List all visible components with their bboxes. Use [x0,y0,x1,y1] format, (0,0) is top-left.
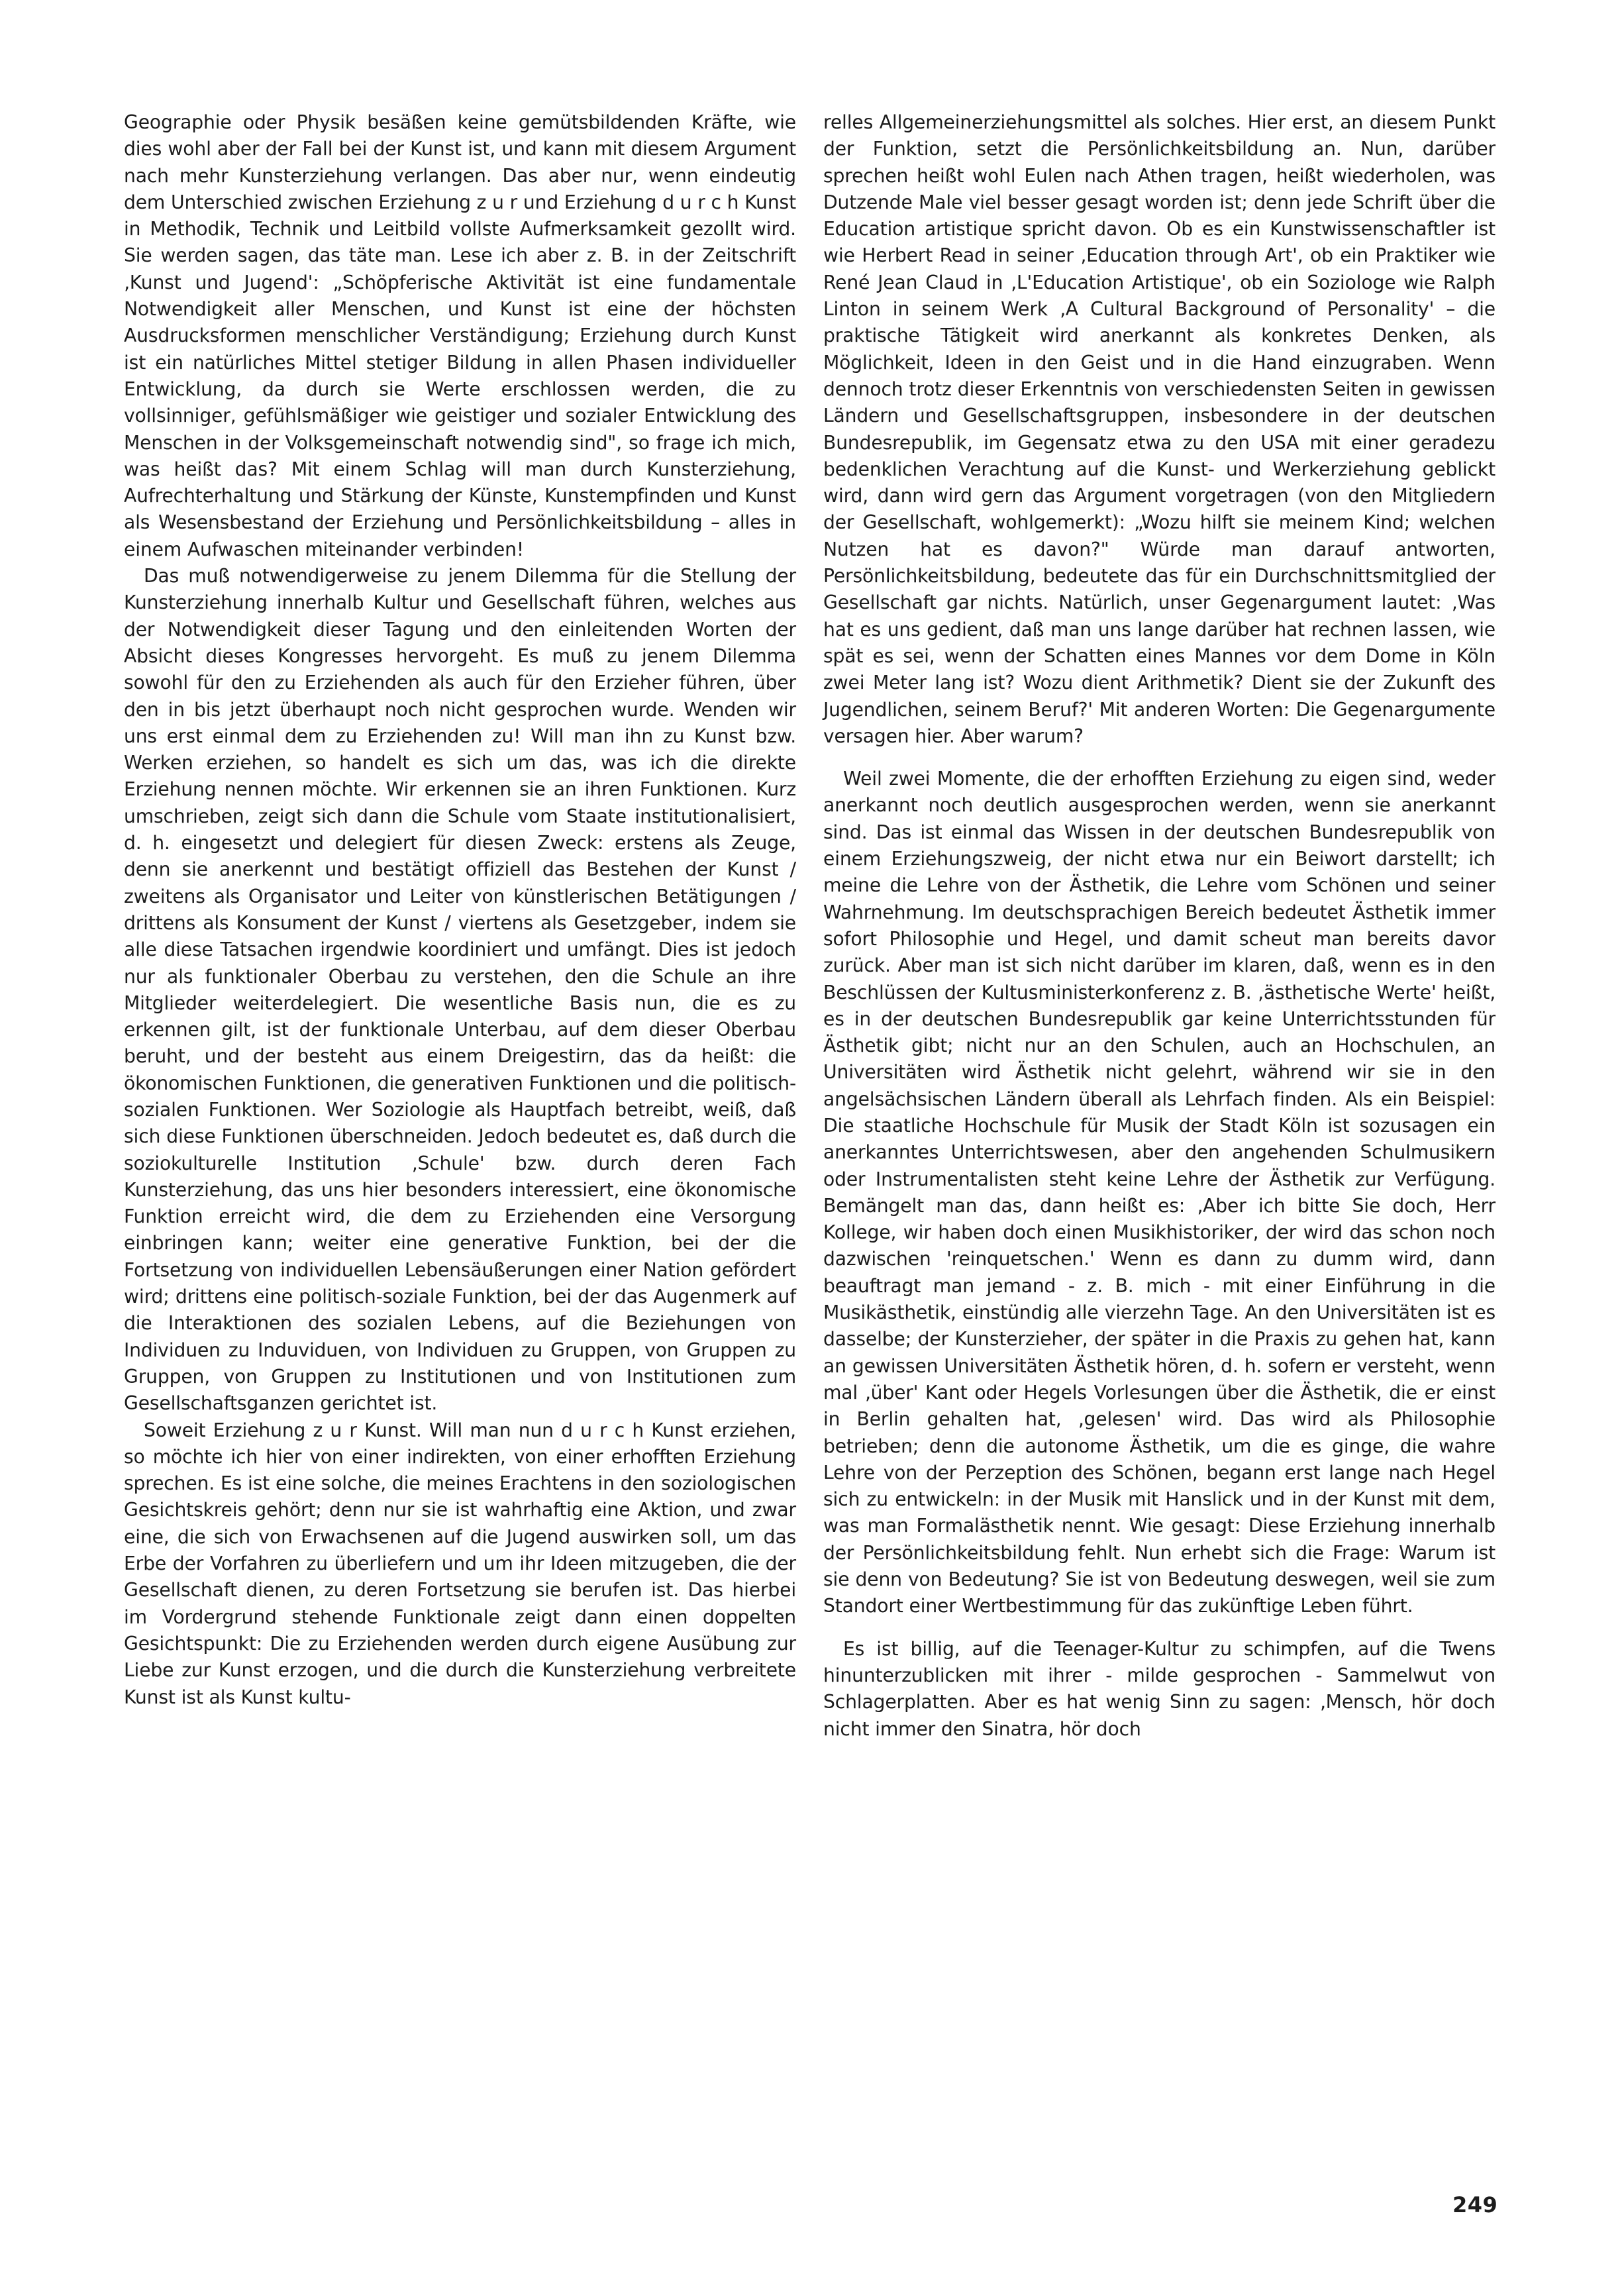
paragraph: relles Allgemeinerziehungsmittel als solches. Hier erst, an diesem Punkt der Funktion, setzt die Persönlichkeitsbildung an. Nun, darüber sprechen heißt wohl Eulen nach Athen tragen, heißt wiederholen, was Dutzende Male viel besser gesagt worden ist; denn jede Schrift über die Education artistique spricht davon. Ob es ein Kunstwissenschaftler ist wie Herbert Read in seiner ‚Education through Art', ob ein Praktiker wie René Jean Claud in ‚L'Education Artistique', ob ein Soziologe wie Ralph Linton in seinem Werk ‚A Cultural Background of Personality' – die praktische Tätigkeit wird anerkannt als konkretes Denken, als Möglichkeit, Ideen in den Geist und in die Hand einzugraben. Wenn dennoch trotz dieser Erkenntnis von verschiedensten Seiten in gewissen Ländern und Gesellschaftsgruppen, insbesondere in der deutschen Bundesrepublik, im Gegensatz etwa zu den USA mit einer geradezu bedenklichen Verachtung auf die Kunst- und Werkerziehung geblickt wird, dann wird gern das Argument vorgetragen (von den Mitgliedern der Gesellschaft, wohlgemerkt): „Wozu hilft sie meinem Kind; welchen Nutzen hat es davon?" Würde man darauf antworten, Persönlichkeitsbildung, bedeutete das für ein Durchschnittsmitglied der Gesellschaft gar nichts. Natürlich, unser Gegenargument lautet: ‚Was hat es uns gedient, daß man uns lange darüber hat rechnen lassen, wie spät es sei, wenn der Schatten eines Mannes vor dem Dome in Köln zwei Meter lang ist? Wozu dient Arithmetik? Dient sie der Zukunft des Jugendlichen, seinem Beruf?' Mit anderen Worten: Die Gegenargumente versagen hier. Aber warum? [823,111,1496,747]
page-number: 249 [1452,2192,1498,2217]
right-column [823,109,1496,1743]
paragraph: Es ist billig, auf die Teenager-Kultur zu schimpfen, auf die Twens hinunterzublicken mit ihrer - milde gesprochen - Sammelwut von Schlagerplatten. Aber es hat wenig Sinn zu sagen: ‚Mensch, hör doch nicht immer den Sinatra, hör doch [823,1637,1496,1740]
paragraph: Geographie oder Physik besäßen keine gemütsbildenden Kräfte, wie dies wohl aber der Fall bei der Kunst ist, und kann mit diesem Argument nach mehr Kunsterziehung verlangen. Das aber nur, wenn eindeutig dem Unterschied zwischen Erziehung z u r und Erziehung d u r c h Kunst in Methodik, Technik und Leitbild vollste Aufmerksamkeit gezollt wird. Sie werden sagen, das täte man. Lese ich aber z. B. in der Zeitschrift ‚Kunst und Jugend': „Schöpferische Aktivität ist eine fundamentale Notwendigkeit aller Menschen, und Kunst ist eine der höchsten Ausdrucksformen menschlicher Verständigung; Erziehung durch Kunst ist ein natürliches Mittel stetiger Bildung in allen Phasen individueller Entwicklung, da durch sie Werte erschlossen werden, die zu vollsinniger, gefühlsmäßiger wie geistiger und sozialer Entwicklung des Menschen in der Volksgemeinschaft notwendig sind", so frage ich mich, was heißt das? Mit einem Schlag will man durch Kunsterziehung, Aufrechterhaltung und Stärkung der Künste, Kunstempfinden und Kunst als Wesensbestand der Erziehung und Persönlichkeitsbildung – alles in einem Aufwaschen miteinander verbinden! [124,111,796,560]
left-column [124,109,796,1711]
paragraph: Das muß notwendigerweise zu jenem Dilemma für die Stellung der Kunsterziehung innerhalb Kultur und Gesellschaft führen, welches aus der Notwendigkeit dieser Tagung und den einleitenden Worten der Absicht dieses Kongresses hervorgeht. Es muß zu jenem Dilemma sowohl für den zu Erziehenden als auch für den Erzieher führen, über den in bis jetzt überhaupt noch nicht gesprochen wurde. Wenden wir uns erst einmal dem zu Erziehenden zu! Will man ihn zu Kunst bzw. Werken erziehen, so handelt es sich um das, was ich die direkte Erziehung nennen möchte. Wir erkennen sie an ihren Funktionen. Kurz umschrieben, zeigt sich dann die Schule vom Staate institutionalisiert, d. h. eingesetzt und delegiert für diesen Zweck: erstens als Zeuge, denn sie anerkennt und bestätigt offiziell das Bestehen der Kunst / zweitens als Organisator und Leiter von künstlerischen Betätigungen / drittens als Konsument der Kunst / viertens als Gesetzgeber, indem sie alle diese Tatsachen irgendwie koordiniert und umfängt. Dies ist jedoch nur als funktionaler Oberbau zu verstehen, den die Schule an ihre Mitglieder weiterdelegiert. Die wesentliche Basis nun, die es zu erkennen gilt, ist der funktionale Unterbau, auf dem dieser Oberbau beruht, und der besteht aus einem Dreigestirn, das da heißt: die ökonomischen Funktionen, die generativen Funktionen und die politisch-sozialen Funktionen. Wer Soziologie als Hauptfach betreibt, weiß, daß sich diese Funktionen überschneiden. Jedoch bedeutet es, daß durch die soziokulturelle Institution ‚Schule' bzw. durch deren Fach Kunsterziehung, das uns hier besonders interessiert, eine ökonomische Funktion erreicht wird, die dem zu Erziehenden eine Versorgung einbringen kann; weiter eine generative Funktion, bei der die Fortsetzung von individuellen Lebensäußerungen einer Nation gefördert wird; drittens eine politisch-soziale Funktion, bei der das Augenmerk auf die Interaktionen des sozialen Lebens, auf die Beziehungen von Individuen zu Induviduen, von Individuen zu Gruppen, von Gruppen zu Gruppen, von Gruppen zu Institutionen und von Institutionen zum Gesellschaftsganzen gerichtet ist. [124,565,796,1415]
paragraph: Soweit Erziehung z u r Kunst. Will man nun d u r c h Kunst erziehen, so möchte ich hier von einer indirekten, von einer erhofften Erziehung sprechen. Es ist eine solche, die meines Erachtens in den soziologischen Gesichtskreis gehört; denn nur sie ist wahrhaftig eine Aktion, und zwar eine, die sich von Erwachsenen auf die Jugend auswirken soll, um das Erbe der Vorfahren zu überliefern und um ihr Ideen mitzugeben, die der Gesellschaft dienen, zu deren Fortsetzung sie berufen ist. Das hierbei im Vordergrund stehende Funktionale zeigt dann einen doppelten Gesichtspunkt: Die zu Erziehenden werden durch eigene Ausübung zur Liebe zur Kunst erzogen, und die durch die Kunsterziehung verbreitete Kunst ist als Kunst kultu- [124,1419,796,1708]
paragraph: Weil zwei Momente, die der erhofften Erziehung zu eigen sind, weder anerkannt noch deutlich ausgesprochen werden, wenn sie anerkannt sind. Das ist einmal das Wissen in der deutschen Bundesrepublik von einem Erziehungszweig, der nicht etwa nur ein Beiwort darstellt; ich meine die Lehre von der Ästhetik, die Lehre vom Schönen und seiner Wahrnehmung. Im deutschsprachigen Bereich bedeutet Ästhetik immer sofort Philosophie und Hegel, und damit scheut man bereits davor zurück. Aber man ist sich nicht darüber im klaren, daß, wenn es in den Beschlüssen der Kultusministerkonferenz z. B. ‚ästhetische Werte' heißt, es in der deutschen Bundesrepublik gar keine Unterrichtsstunden für Ästhetik gibt; nicht nur an den Schulen, auch an Hochschulen, an Universitäten wird Ästhetik nicht gelehrt, während wir sie in den angelsächsischen Ländern überall als Lehrfach finden. Als ein Beispiel: Die staatliche Hochschule für Musik der Stadt Köln ist sozusagen ein anerkanntes Unterrichtswesen, aber den angehenden Schulmusikern oder Instrumentalisten steht keine Lehre der Ästhetik zur Verfügung. Bemängelt man das, dann heißt es: ‚Aber ich bitte Sie doch, Herr Kollege, wir haben doch einen Musikhistoriker, der wird das schon noch dazwischen 'reinquetschen.' Wenn es dann zu dumm wird, dann beauftragt man jemand - z. B. mich - mit einer Einführung in die Musikästhetik, einstündig alle vierzehn Tage. An den Universitäten ist es dasselbe; der Kunsterzieher, der später in die Praxis zu gehen hat, kann an gewissen Universitäten Ästhetik hören, d. h. sofern er versteht, wenn mal ‚über' Kant oder Hegels Vorlesungen über die Ästhetik, die er einst in Berlin gehalten hat, ‚gelesen' wird. Das wird als Philosophie betrieben; denn die autonome Ästhetik, um die es ginge, die wahre Lehre von der Perzeption des Schönen, begann erst lange nach Hegel sich zu entwickeln: in der Musik mit Hanslick und in der Kunst mit dem, was man Formalästhetik nennt. Wie gesagt: Diese Erziehung innerhalb der Persönlichkeitsbildung fehlt. Nun erhebt sich die Frage: Warum ist sie denn von Bedeutung? Sie ist von Bedeutung deswegen, weil sie zum Standort einer Wertbestimmung für das zukünftige Leben führt. [823,768,1496,1617]
